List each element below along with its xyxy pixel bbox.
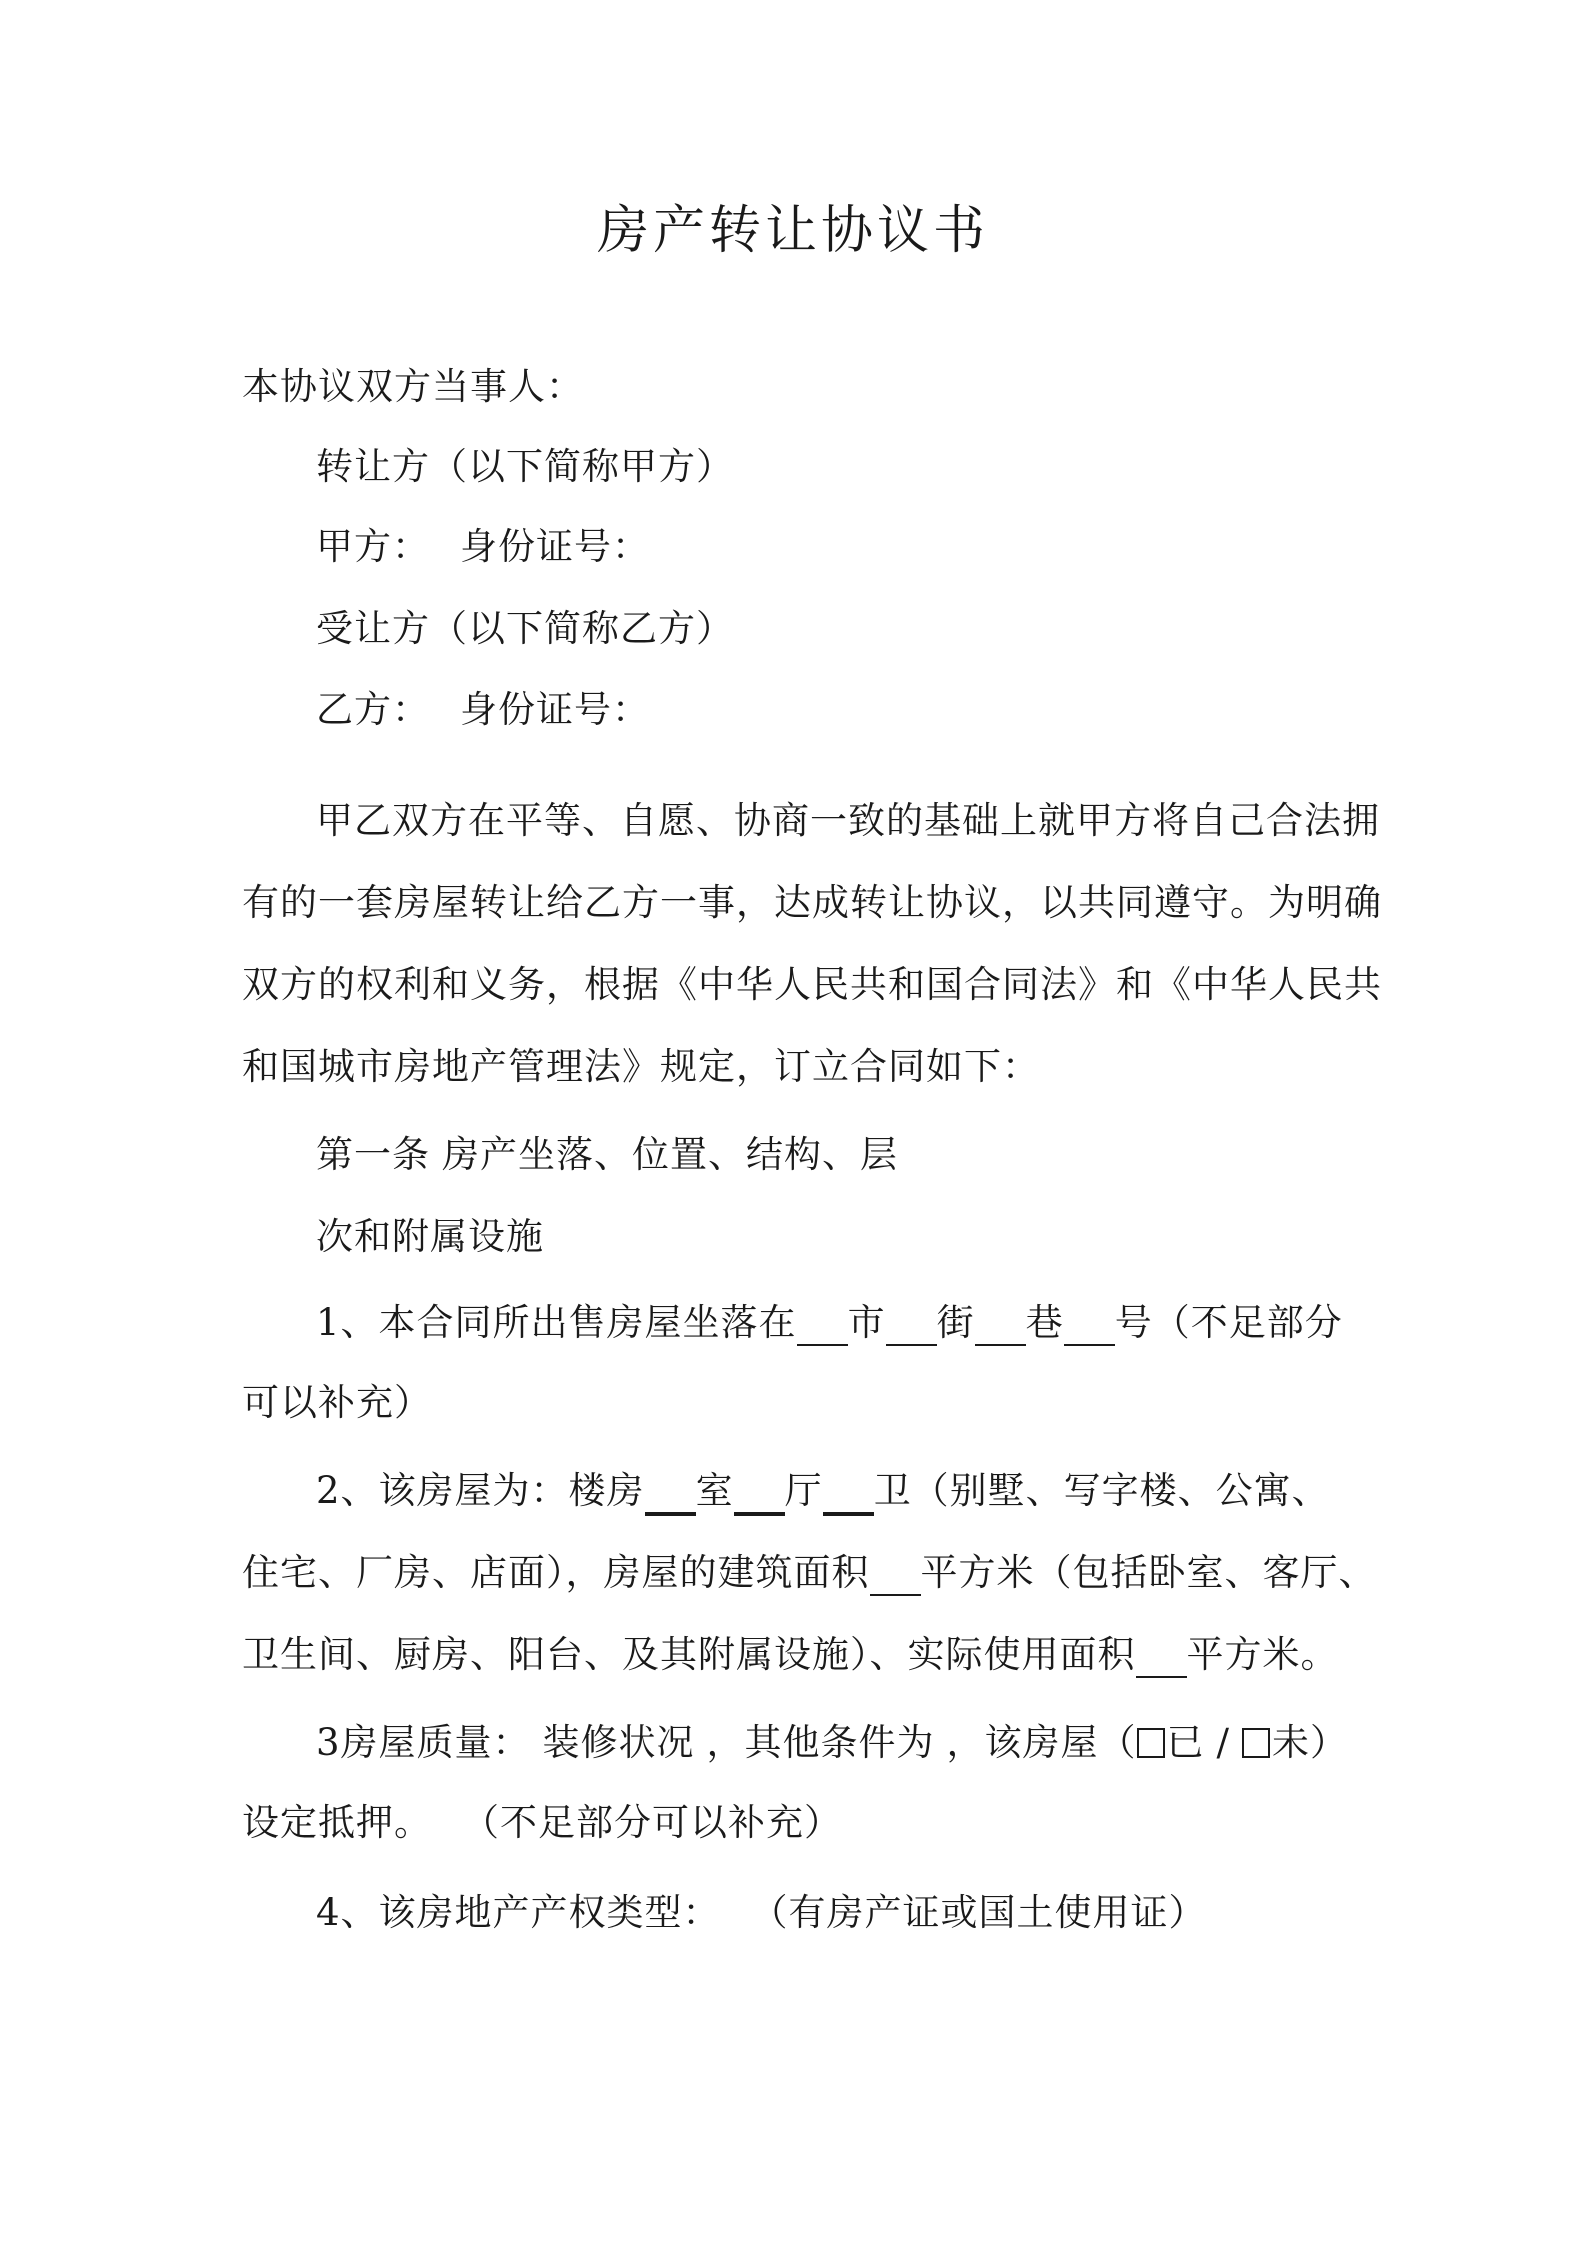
item-1-lane: 巷 bbox=[1025, 1301, 1064, 1344]
item-3-mortgage: 设定抵押。 bbox=[242, 1801, 432, 1844]
item-2-line-1 bbox=[316, 1466, 1330, 1516]
item-1-number: 1、 bbox=[316, 1301, 379, 1344]
preamble-line-4: 和国城市房地产管理法》规定，订立合同如下： bbox=[242, 1045, 1040, 1088]
blank-halls bbox=[734, 1469, 785, 1516]
item-3-line-1 bbox=[316, 1718, 1348, 1768]
item-1-line-1 bbox=[316, 1298, 1343, 1348]
item-3-supplement: （不足部分可以补充） bbox=[462, 1801, 842, 1844]
checkbox-not[interactable] bbox=[1242, 1728, 1270, 1758]
checkbox-already[interactable] bbox=[1137, 1728, 1165, 1758]
item-2-rooms: 室 bbox=[695, 1469, 734, 1512]
item-3-house: ，该房屋（ bbox=[946, 1721, 1137, 1764]
preamble-line-2: 有的一套房屋转让给乙方一事，达成转让协议，以共同遵守。为明确 bbox=[242, 881, 1382, 924]
item-2-line-3 bbox=[242, 1630, 1339, 1680]
article-1-heading bbox=[316, 1130, 898, 1180]
item-3-separator: / bbox=[1216, 1721, 1231, 1764]
blank-street bbox=[886, 1301, 937, 1346]
item-2-halls: 厅 bbox=[784, 1469, 823, 1512]
blank-rooms bbox=[645, 1469, 696, 1516]
item-3-option-not: 未） bbox=[1272, 1721, 1349, 1764]
item-4-note: （有房产证或国土使用证） bbox=[750, 1891, 1207, 1934]
item-2-number: 2、 bbox=[316, 1469, 379, 1512]
party-a-label: 甲方： bbox=[316, 525, 430, 568]
item-1-city: 市 bbox=[847, 1301, 886, 1344]
parties-intro: 本协议双方当事人： bbox=[242, 365, 584, 408]
item-1-number-suffix: 号（不足部分 bbox=[1114, 1301, 1343, 1344]
item-2-baths: 卫（别墅、写字楼、公寓、 bbox=[873, 1469, 1330, 1512]
item-3-quality: 房屋质量： bbox=[340, 1721, 531, 1764]
article-1-label: 第一条 bbox=[316, 1133, 430, 1176]
item-1-line-2: 可以补充） bbox=[242, 1381, 432, 1424]
item-1-text: 本合同所出售房屋坐落在 bbox=[378, 1301, 797, 1344]
item-3-decoration: 装修状况 bbox=[542, 1721, 695, 1764]
item-2-usable-area-unit: 平方米。 bbox=[1186, 1633, 1339, 1676]
blank-lane bbox=[975, 1301, 1026, 1346]
item-1-street: 街 bbox=[936, 1301, 975, 1344]
item-3-line-2 bbox=[242, 1798, 842, 1848]
item-3-option-already: 已 bbox=[1166, 1721, 1205, 1764]
party-a-id-label: 身份证号： bbox=[460, 525, 650, 568]
party-a-line bbox=[316, 522, 650, 572]
item-4-title: 该房地产产权类型： bbox=[378, 1891, 721, 1934]
blank-city bbox=[797, 1301, 848, 1346]
item-4-number: 4、 bbox=[316, 1891, 379, 1934]
blank-baths bbox=[823, 1469, 874, 1516]
transferor-heading: 转让方（以下简称甲方） bbox=[316, 445, 734, 488]
preamble-line-3: 双方的权利和义务，根据《中华人民共和国合同法》和《中华人民共 bbox=[242, 963, 1382, 1006]
article-1-title: 房产坐落、位置、结构、层 bbox=[442, 1133, 898, 1176]
item-2-building-area: 住宅、厂房、店面），房屋的建筑面积 bbox=[242, 1551, 870, 1594]
item-3-number: 3 bbox=[316, 1721, 341, 1764]
item-2-building-area-unit: 平方米（包括卧室、客厅、 bbox=[920, 1551, 1377, 1594]
article-1-title-line-2: 次和附属设施 bbox=[316, 1215, 544, 1258]
item-2-usable-area: 卫生间、厨房、阳台、及其附属设施）、实际使用面积 bbox=[242, 1633, 1136, 1676]
item-2-text: 该房屋为：楼房 bbox=[378, 1469, 645, 1512]
item-4-line-1 bbox=[316, 1888, 1207, 1938]
transferee-heading: 受让方（以下简称乙方） bbox=[316, 607, 734, 650]
item-3-other: ，其他条件为 bbox=[706, 1721, 935, 1764]
party-b-line bbox=[316, 685, 650, 735]
preamble-line-1: 甲乙双方在平等、自愿、协商一致的基础上就甲方将自己合法拥 bbox=[316, 799, 1380, 842]
blank-building-area bbox=[870, 1551, 921, 1596]
document-title: 房产转让协议书 bbox=[596, 201, 989, 261]
blank-number bbox=[1064, 1301, 1115, 1346]
blank-usable-area bbox=[1136, 1633, 1187, 1678]
party-b-label: 乙方： bbox=[316, 688, 430, 731]
item-2-line-2 bbox=[242, 1548, 1377, 1598]
party-b-id-label: 身份证号： bbox=[460, 688, 650, 731]
